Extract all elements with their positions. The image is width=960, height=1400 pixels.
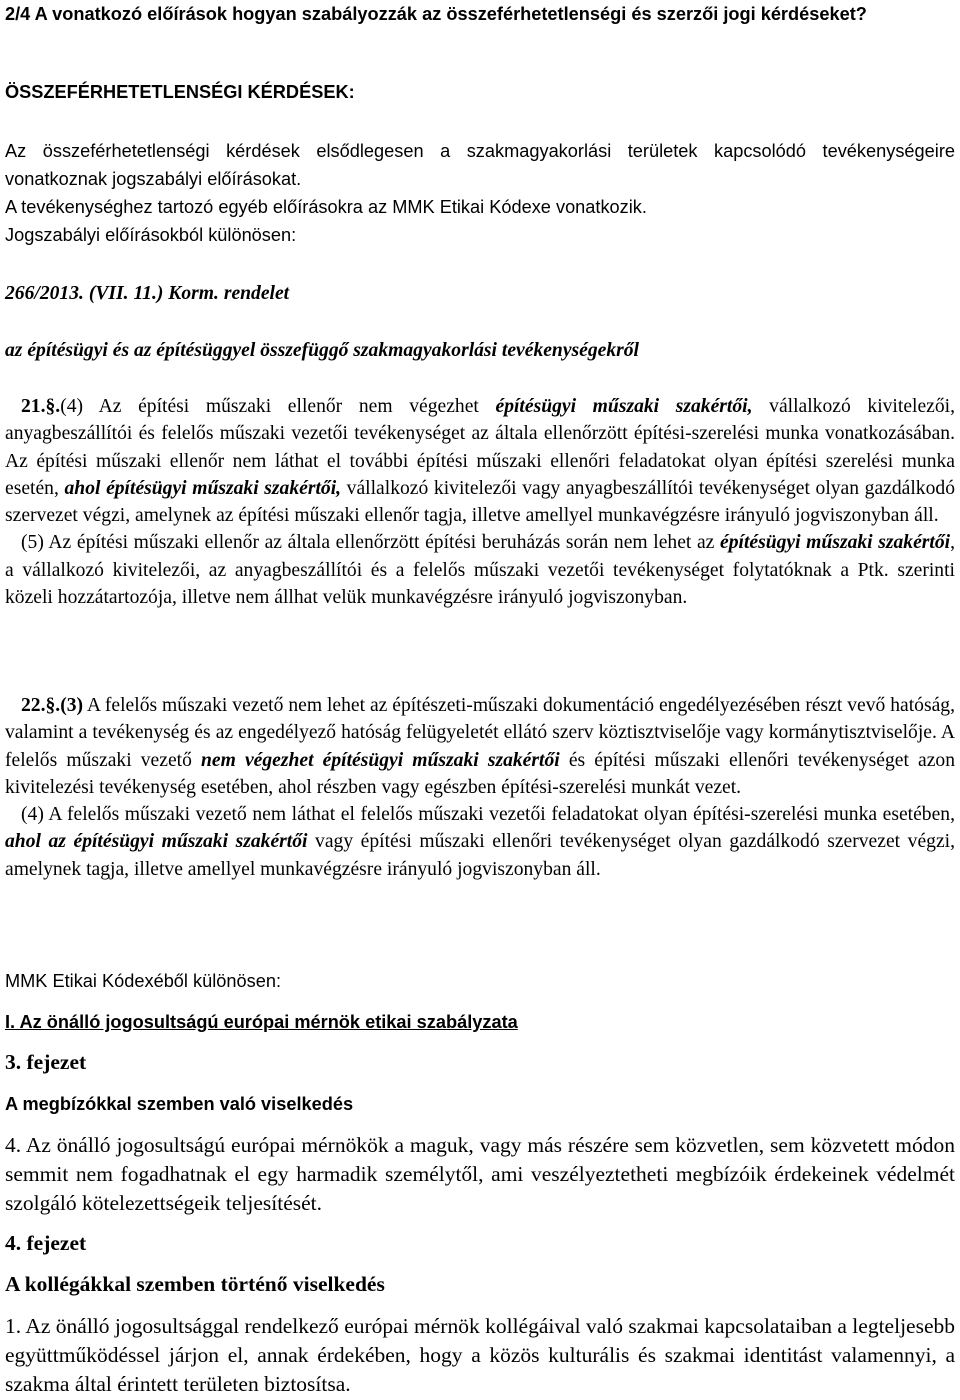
emphasis: építésügyi műszaki szakértői [720,532,951,554]
question-heading: 2/4 A vonatkozó előírások hogyan szabályozzák az összeférhetetlenségi és szerzői jogi kérdéseket? [5,4,867,24]
text-run: és építési műszaki ellenőri tevékenységet azon kivitelezési tevékenység esetében, ahol részben vagy egészben építési-szerelési munkát vezet. [5,749,955,798]
section-21 [5,393,955,611]
chapter-3-title: A megbízókkal szemben való viselkedés [5,1094,354,1114]
chapter-4-title: A kollégákkal szemben történő viselkedés [5,1272,385,1296]
section-22-paragraph-3 [5,692,955,801]
text-run: (5) Az építési műszaki ellenőr az általa ellenőrzött építési beruházás során nem lehet az [21,532,721,554]
text-run: , a vállalkozó kivitelezői, az anyagbeszállítói és a felelős műszaki vezetői tevékenységet folytatóknak a Ptk. szerinti közeli hozzátartozója, illetve nem állhat velük munkavégzésre irányuló jogviszonyban. [5,532,955,609]
text-run: vállalkozó kivitelezői, anyagbeszállítói és felelős műszaki vezetői tevékenységet az általa ellenőrzött építési-szerelési munka vonatkozásában. Az építési műszaki ellenőr nem láthat el további építési műszaki ellenőri feladatokat olyan építési szerelési munka esetén, [5,396,955,499]
decree-number: 266/2013. (VII. 11.) Korm. rendelet [5,283,290,304]
text-run: A felelős műszaki vezető nem lehet az építészeti-műszaki dokumentáció engedélyezésében részt vevő hatóság, valamint a tevékenység és az engedélyező hatóság felügyeletét ellátó szerv köztisztviselője vagy kormánytisztviselője. A felelős műszaki vezető [5,695,955,771]
section-21-paragraph-5 [5,529,955,611]
chapter-4-number: 4. fejezet [5,1231,87,1255]
chapter-3-number: 3. fejezet [5,1050,87,1074]
emphasis: ahol az építésügyi műszaki szakértői [5,831,308,853]
chapter-3-point-4: 4. Az önálló jogosultságú európai mérnökök a maguk, vagy más részére sem közvetlen, sem közvetett módon semmit nem fogadhatnak el egy harmadik személytől, ami veszélyeztetheti megbízóik érdekeinek védelmét szolgáló kötelezettségeik teljesítését. [5,1133,955,1215]
code-title: I. Az önálló jogosultságú európai mérnök etikai szabályzata [5,1012,518,1032]
text-run: (4) Az építési műszaki ellenőr nem végezhet [60,396,496,417]
text-run: vállalkozó kivitelezői vagy anyagbeszállítói tevékenységet olyan gazdálkodó szervezet végzi, amelynek az építési műszaki ellenőr tagja, illetve amellyel munkavégzésre irányuló jogviszonyban áll. [5,477,955,527]
emphasis: nem végezhet építésügyi műszaki szakértői [201,749,560,771]
section-22-paragraph-4 [5,801,955,883]
section-21-paragraph-4 [5,393,955,529]
section-22 [5,692,955,883]
text-run: vagy építési műszaki ellenőri tevékenységet olyan gazdálkodó szervezet végzi, amelynek tagja, illetve amellyel munkavégzésre irányuló jogviszonyban áll. [5,831,955,880]
section-heading: ÖSSZEFÉRHETETLENSÉGI KÉRDÉSEK: [5,82,355,102]
intro-paragraph-2: A tevékenységhez tartozó egyéb előírásokra az MMK Etikai Kódexe vonatkozik. [5,197,647,217]
section-ref: 22.§.(3) [21,695,84,716]
emphasis: ahol építésügyi műszaki szakértői, [64,477,342,499]
intro-paragraph: Az összeférhetetlenségi kérdések elsődlegesen a szakmagyakorlási területek kapcsolódó tevékenységeire vonatkoznak jogszabályi előírásokat. [5,141,955,189]
decree-title: az építésügyi és az építésüggyel összefüggő szakmagyakorlási tevékenységekről [5,340,640,361]
chapter-4-point-1: 1. Az önálló jogosultsággal rendelkező európai mérnök kollégáival való szakmai kapcsolataiban a legteljesebb együttműködéssel járjon el, annak érdekében, hogy a közös kulturális és szakmai identitást valamennyi, a szakma által érintett területen biztosítsa. [5,1314,955,1396]
intro-paragraph-3: Jogszabályi előírásokból különösen: [5,225,297,245]
text-run: (4) A felelős műszaki vezető nem láthat el felelős műszaki vezetői feladatokat olyan építési-szerelési munka esetében, [21,804,955,826]
emphasis: építésügyi műszaki szakértői, [495,396,753,417]
mmk-intro: MMK Etikai Kódexéből különösen: [5,971,281,991]
section-ref: 21.§. [21,396,61,417]
